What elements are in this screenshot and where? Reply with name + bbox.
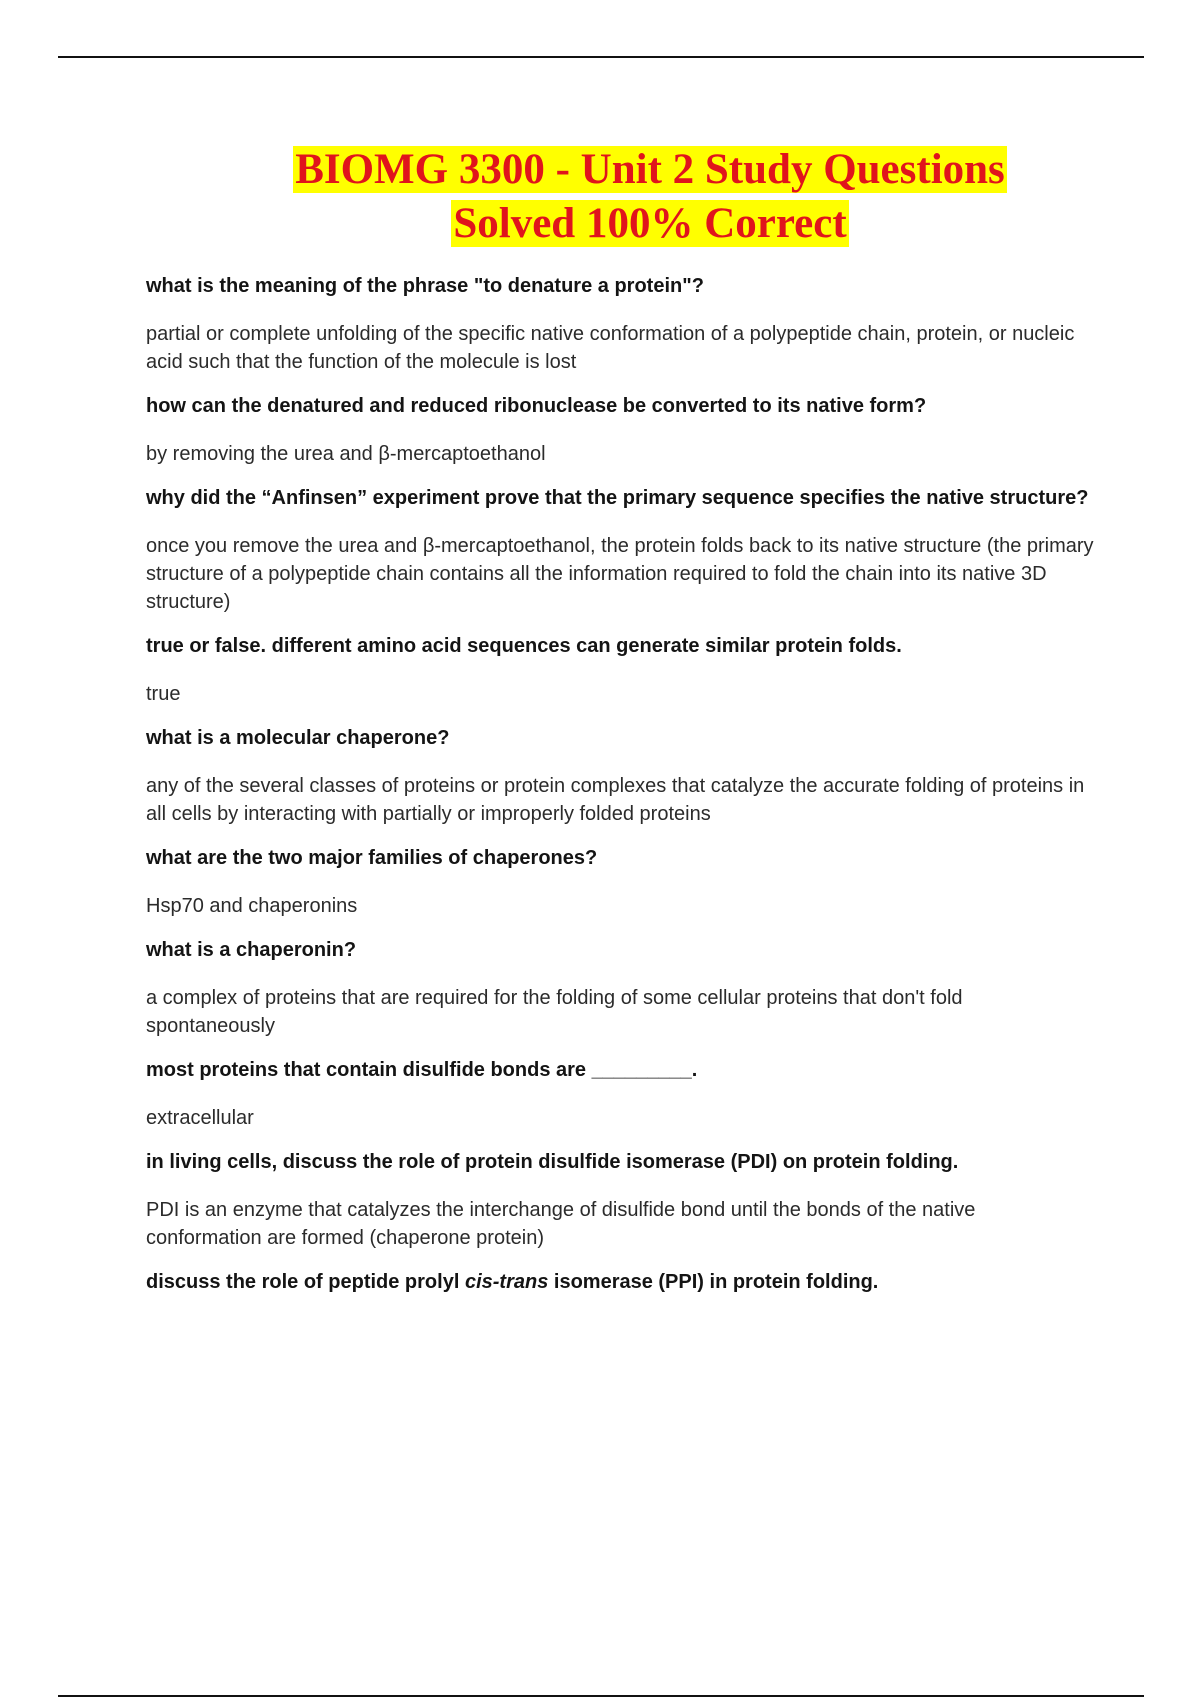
title-line-2: Solved 100% Correct bbox=[453, 200, 847, 247]
answer: PDI is an enzyme that catalyzes the interchange of disulfide bond until the bonds of the native conformation are formed (chaperone protein) bbox=[146, 1199, 976, 1249]
question-text: isomerase (PPI) in protein folding. bbox=[548, 1271, 879, 1293]
question bbox=[146, 1268, 1096, 1296]
question: most proteins that contain disulfide bonds are _________. bbox=[146, 1059, 698, 1081]
question: how can the denatured and reduced ribonuclease be converted to its native form? bbox=[146, 395, 927, 417]
question: what is a chaperonin? bbox=[146, 939, 357, 961]
answer: partial or complete unfolding of the specific native conformation of a polypeptide chain, protein, or nucleic acid such that the function of the molecule is lost bbox=[146, 323, 1075, 373]
answer: Hsp70 and chaperonins bbox=[146, 895, 358, 917]
question: what is the meaning of the phrase "to denature a protein"? bbox=[146, 275, 704, 297]
top-rule bbox=[58, 56, 1144, 58]
question: in living cells, discuss the role of protein disulfide isomerase (PDI) on protein folding. bbox=[146, 1151, 959, 1173]
document-title bbox=[0, 143, 1200, 251]
answer: true bbox=[146, 683, 181, 705]
bottom-rule bbox=[58, 1695, 1144, 1697]
question-text: discuss the role of peptide prolyl bbox=[146, 1271, 465, 1293]
question-italic-text: cis-trans bbox=[464, 1271, 549, 1293]
title-line-1: BIOMG 3300 - Unit 2 Study Questions bbox=[295, 146, 1005, 193]
answer: by removing the urea and β-mercaptoethanol bbox=[146, 443, 546, 465]
question: what are the two major families of chaperones? bbox=[146, 847, 598, 869]
question: true or false. different amino acid sequences can generate similar protein folds. bbox=[146, 635, 902, 657]
answer: once you remove the urea and β-mercaptoethanol, the protein folds back to its native structure (the primary structure of a polypeptide chain contains all the information required to fold the chain into its native 3D structure) bbox=[146, 535, 1094, 613]
answer: a complex of proteins that are required for the folding of some cellular proteins that don't fold spontaneously bbox=[146, 987, 963, 1037]
question: what is a molecular chaperone? bbox=[146, 727, 450, 749]
question: why did the “Anfinsen” experiment prove that the primary sequence specifies the native structure? bbox=[146, 487, 1089, 509]
qa-list bbox=[146, 272, 1096, 1316]
answer: extracellular bbox=[146, 1107, 254, 1129]
answer: any of the several classes of proteins or protein complexes that catalyze the accurate folding of proteins in all cells by interacting with partially or improperly folded proteins bbox=[146, 775, 1085, 825]
